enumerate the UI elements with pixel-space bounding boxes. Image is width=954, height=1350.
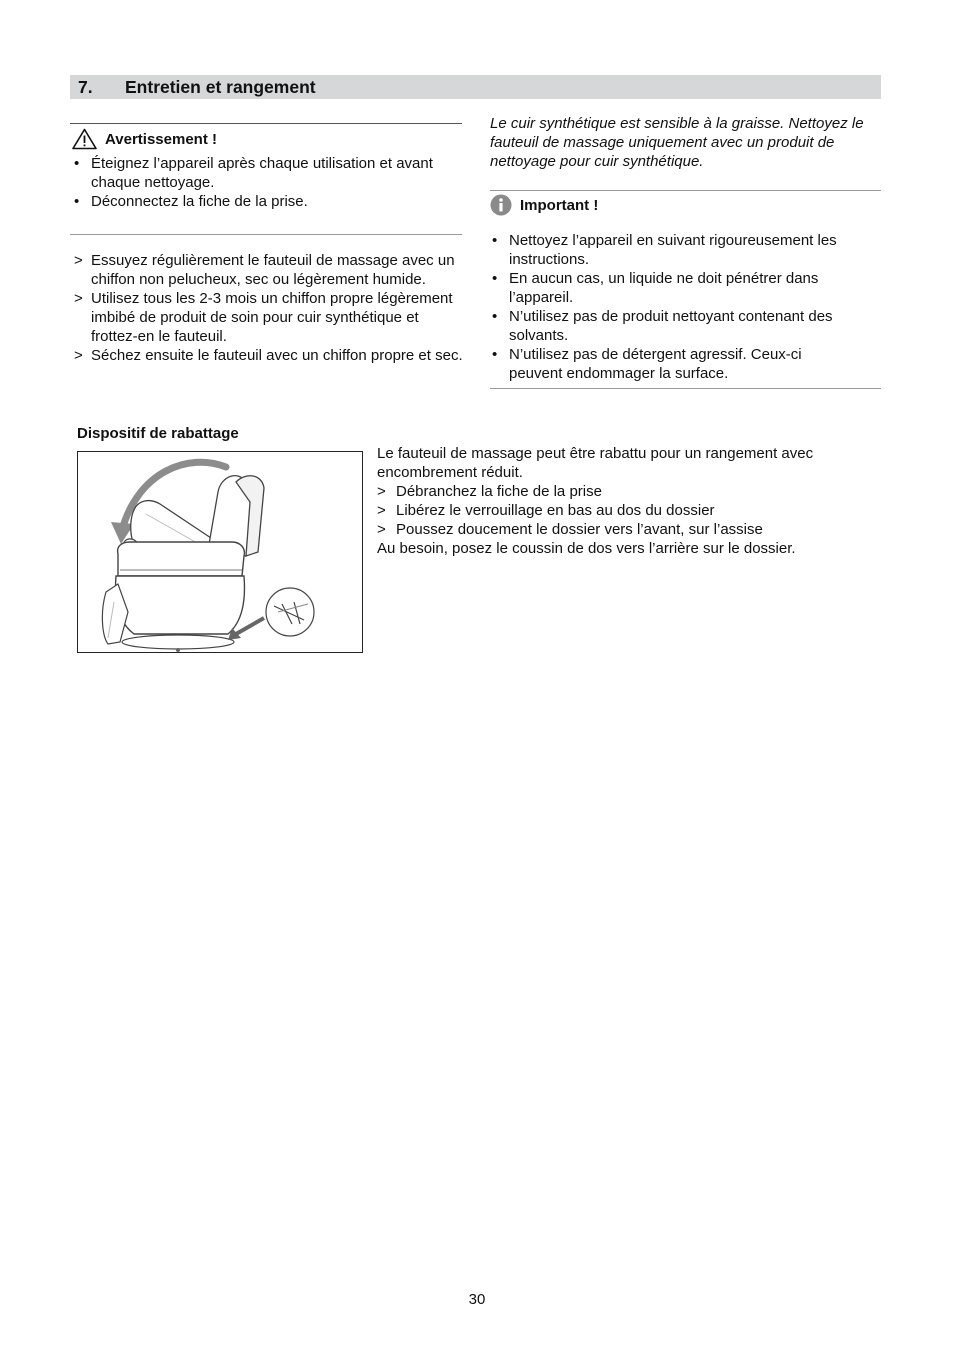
step-mark: >: [377, 502, 386, 519]
important-list: [490, 231, 881, 383]
list-item: [72, 251, 464, 289]
important-bottom-rule: [490, 388, 881, 389]
list-item-text: Éteignez l’appareil après chaque utilisation et avant chaque nettoyage.: [91, 155, 433, 191]
folding-steps: [377, 482, 881, 539]
list-item: [377, 520, 881, 539]
list-item-text: Déconnectez la fiche de la prise.: [91, 193, 308, 210]
list-item: [72, 346, 464, 365]
step-mark: >: [377, 521, 386, 538]
warning-top-rule: [70, 123, 462, 124]
folding-outro: Au besoin, posez le coussin de dos vers l’arrière sur le dossier.: [377, 540, 796, 557]
folding-title: Dispositif de rabattage: [77, 425, 239, 442]
list-item: [377, 482, 881, 501]
list-item: [490, 307, 881, 345]
list-item: [72, 192, 464, 211]
section-title: Entretien et rangement: [125, 77, 316, 97]
list-item-text: Essuyez régulièrement le fauteuil de massage avec un chiffon non pelucheux, sec ou légèrement humide.: [91, 252, 455, 288]
list-item: [72, 154, 464, 192]
step-mark: >: [74, 290, 83, 307]
page-number: 30: [468, 1291, 486, 1308]
folding-intro: Le fauteuil de massage peut être rabattu pour un rangement avec encombrement réduit.: [377, 445, 814, 481]
list-item-text: Débranchez la fiche de la prise: [396, 483, 602, 500]
cleaning-steps: [72, 251, 464, 365]
list-item: [490, 345, 881, 383]
warning-title: Avertissement !: [105, 130, 217, 148]
important-top-rule: [490, 190, 881, 191]
list-item: [490, 231, 881, 269]
folding-text: [377, 444, 881, 558]
important-header: [490, 194, 598, 216]
list-item-text: En aucun cas, un liquide ne doit pénétrer dans l’appareil.: [509, 270, 819, 306]
info-icon: [490, 194, 512, 216]
list-item-text: Libérez le verrouillage en bas au dos du dossier: [396, 502, 715, 519]
important-title: Important !: [520, 196, 599, 214]
bullet-mark: •: [74, 155, 80, 172]
list-item-text: Séchez ensuite le fauteuil avec un chiffon propre et sec.: [91, 347, 463, 364]
warning-triangle-icon: [72, 128, 97, 150]
step-mark: >: [377, 483, 386, 500]
folding-figure: [77, 451, 363, 653]
list-item-text: Poussez doucement le dossier vers l’avant, sur l’assise: [396, 521, 763, 538]
bullet-mark: •: [492, 232, 498, 249]
bullet-mark: •: [492, 308, 498, 325]
step-mark: >: [74, 252, 83, 269]
list-item-text: N’utilisez pas de produit nettoyant contenant des solvants.: [509, 308, 833, 344]
bullet-mark: •: [74, 193, 80, 210]
section-header: [70, 75, 881, 99]
list-item-text: Utilisez tous les 2-3 mois un chiffon propre légèrement imbibé de produit de soin pour cuir synthétique et frottez-en le fauteuil.: [91, 290, 453, 345]
list-item-text: N’utilisez pas de détergent agressif. Ceux-ci peuvent endommager la surface.: [509, 346, 802, 382]
list-item: [72, 289, 464, 346]
leather-note: Le cuir synthétique est sensible à la graisse. Nettoyez le fauteuil de massage uniquement avec un produit de nettoyage pour cuir synthétique.: [490, 115, 864, 170]
warning-header: [72, 128, 217, 150]
list-item: [490, 269, 881, 307]
bullet-mark: •: [492, 346, 498, 363]
list-item: [377, 501, 881, 520]
steps-top-rule: [70, 234, 462, 235]
list-item-text: Nettoyez l’appareil en suivant rigoureusement les instructions.: [509, 232, 837, 268]
step-mark: >: [74, 347, 83, 364]
folding-chair-illustration-icon: [78, 452, 362, 652]
bullet-mark: •: [492, 270, 498, 287]
warning-list: [72, 154, 464, 211]
section-number: 7.: [78, 77, 93, 97]
